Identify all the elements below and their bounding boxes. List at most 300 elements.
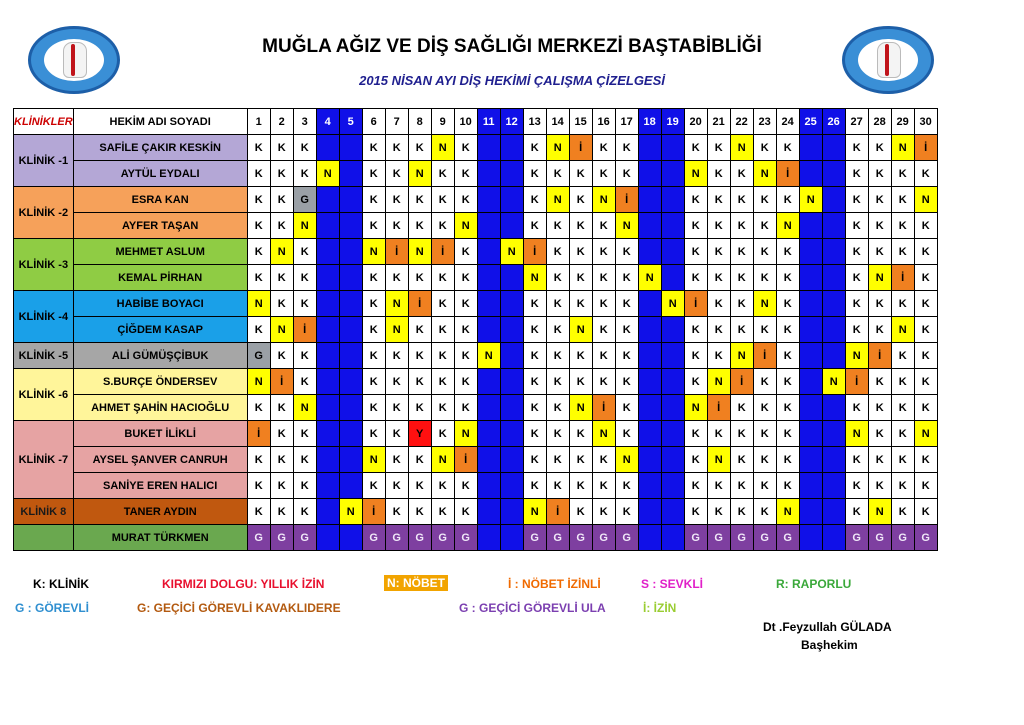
schedule-cell: K: [523, 473, 546, 499]
schedule-cell: [661, 395, 684, 421]
schedule-cell: [799, 161, 822, 187]
schedule-cell: K: [707, 473, 730, 499]
schedule-cell: [339, 187, 362, 213]
legend-yillik-izin: KIRMIZI DOLGU: YILLIK İZİN: [162, 577, 325, 591]
schedule-cell: G: [247, 525, 270, 551]
schedule-table: [13, 108, 938, 551]
schedule-cell: [339, 265, 362, 291]
schedule-cell: [477, 317, 500, 343]
doctor-name: MURAT TÜRKMEN: [73, 525, 247, 551]
schedule-cell: [661, 161, 684, 187]
schedule-cell: N: [523, 265, 546, 291]
schedule-cell: K: [845, 499, 868, 525]
schedule-cell: K: [270, 395, 293, 421]
schedule-cell: K: [592, 473, 615, 499]
schedule-cell: N: [914, 421, 937, 447]
schedule-cell: K: [753, 213, 776, 239]
day-header: 8: [408, 109, 431, 135]
schedule-cell: K: [707, 421, 730, 447]
schedule-cell: G: [293, 187, 316, 213]
schedule-cell: K: [684, 499, 707, 525]
schedule-cell: K: [454, 369, 477, 395]
schedule-cell: [822, 317, 845, 343]
schedule-cell: N: [868, 499, 891, 525]
schedule-cell: K: [523, 161, 546, 187]
schedule-cell: K: [293, 265, 316, 291]
schedule-cell: K: [914, 343, 937, 369]
legend: [0, 575, 1024, 725]
doctor-name: HABİBE BOYACI: [73, 291, 247, 317]
schedule-cell: [316, 239, 339, 265]
signature-name: Dt .Feyzullah GÜLADA: [763, 620, 892, 634]
schedule-cell: K: [592, 447, 615, 473]
schedule-cell: [477, 187, 500, 213]
schedule-cell: K: [684, 421, 707, 447]
schedule-cell: [477, 161, 500, 187]
schedule-cell: N: [385, 317, 408, 343]
schedule-cell: K: [845, 239, 868, 265]
schedule-cell: K: [523, 369, 546, 395]
schedule-cell: G: [914, 525, 937, 551]
schedule-cell: [799, 343, 822, 369]
day-header: 16: [592, 109, 615, 135]
schedule-cell: [799, 525, 822, 551]
schedule-cell: N: [293, 395, 316, 421]
page-subtitle: 2015 NİSAN AYI DİŞ HEKİMİ ÇALIŞMA ÇİZELGESİ: [359, 73, 665, 88]
day-header: 25: [799, 109, 822, 135]
schedule-cell: [500, 447, 523, 473]
schedule-cell: İ: [293, 317, 316, 343]
schedule-cell: [822, 395, 845, 421]
schedule-cell: K: [914, 395, 937, 421]
schedule-cell: K: [914, 239, 937, 265]
schedule-cell: K: [730, 161, 753, 187]
schedule-cell: K: [454, 135, 477, 161]
schedule-cell: K: [293, 499, 316, 525]
table-row: [14, 421, 938, 447]
schedule-cell: G: [546, 525, 569, 551]
schedule-cell: [661, 447, 684, 473]
schedule-cell: [822, 187, 845, 213]
schedule-cell: K: [362, 291, 385, 317]
schedule-cell: K: [707, 499, 730, 525]
schedule-cell: İ: [569, 135, 592, 161]
schedule-cell: [477, 499, 500, 525]
schedule-cell: K: [431, 161, 454, 187]
schedule-cell: [339, 421, 362, 447]
schedule-cell: G: [408, 525, 431, 551]
schedule-cell: K: [684, 317, 707, 343]
schedule-cell: K: [707, 317, 730, 343]
schedule-cell: [799, 213, 822, 239]
schedule-cell: K: [845, 213, 868, 239]
schedule-cell: N: [293, 213, 316, 239]
header-hekim-adi: HEKİM ADI SOYADI: [73, 109, 247, 135]
day-header: 7: [385, 109, 408, 135]
schedule-cell: G: [569, 525, 592, 551]
schedule-cell: [822, 239, 845, 265]
schedule-cell: K: [592, 291, 615, 317]
schedule-cell: K: [247, 473, 270, 499]
table-row: [14, 369, 938, 395]
doctor-name: SAFİLE ÇAKIR KESKİN: [73, 135, 247, 161]
schedule-cell: İ: [270, 369, 293, 395]
schedule-cell: K: [707, 161, 730, 187]
schedule-cell: İ: [891, 265, 914, 291]
schedule-cell: [822, 525, 845, 551]
schedule-cell: K: [707, 135, 730, 161]
schedule-cell: İ: [776, 161, 799, 187]
schedule-cell: K: [408, 135, 431, 161]
schedule-cell: [339, 369, 362, 395]
schedule-cell: K: [454, 161, 477, 187]
schedule-cell: K: [362, 395, 385, 421]
schedule-cell: K: [523, 343, 546, 369]
schedule-cell: K: [523, 317, 546, 343]
schedule-cell: K: [408, 395, 431, 421]
schedule-cell: K: [523, 447, 546, 473]
schedule-cell: K: [753, 473, 776, 499]
schedule-cell: K: [891, 343, 914, 369]
schedule-cell: K: [845, 317, 868, 343]
schedule-cell: K: [776, 447, 799, 473]
day-header: 29: [891, 109, 914, 135]
schedule-cell: K: [362, 213, 385, 239]
day-header: 2: [270, 109, 293, 135]
schedule-cell: K: [454, 343, 477, 369]
schedule-cell: K: [891, 187, 914, 213]
schedule-cell: K: [408, 447, 431, 473]
schedule-cell: K: [868, 473, 891, 499]
schedule-cell: [799, 499, 822, 525]
schedule-cell: K: [362, 421, 385, 447]
schedule-cell: İ: [707, 395, 730, 421]
schedule-cell: [799, 317, 822, 343]
schedule-cell: K: [592, 135, 615, 161]
schedule-cell: K: [868, 187, 891, 213]
schedule-cell: K: [753, 447, 776, 473]
day-header: 18: [638, 109, 661, 135]
legend-kavaklidere: G: GEÇİCİ GÖREVLİ KAVAKLIDERE: [137, 601, 341, 615]
schedule-cell: [500, 187, 523, 213]
schedule-cell: K: [684, 135, 707, 161]
schedule-cell: K: [293, 369, 316, 395]
table-row: [14, 447, 938, 473]
doctor-name: BUKET İLİKLİ: [73, 421, 247, 447]
schedule-cell: K: [615, 369, 638, 395]
schedule-cell: G: [776, 525, 799, 551]
schedule-cell: K: [891, 291, 914, 317]
schedule-cell: [638, 395, 661, 421]
schedule-cell: K: [845, 473, 868, 499]
schedule-cell: İ: [385, 239, 408, 265]
day-header: 10: [454, 109, 477, 135]
schedule-cell: [822, 499, 845, 525]
schedule-cell: K: [615, 265, 638, 291]
day-header: 13: [523, 109, 546, 135]
schedule-cell: K: [707, 213, 730, 239]
schedule-cell: K: [454, 317, 477, 343]
schedule-cell: K: [776, 135, 799, 161]
schedule-cell: K: [730, 421, 753, 447]
schedule-cell: K: [891, 213, 914, 239]
schedule-cell: K: [891, 473, 914, 499]
schedule-cell: K: [408, 213, 431, 239]
schedule-cell: [316, 265, 339, 291]
schedule-cell: [500, 291, 523, 317]
schedule-cell: [799, 291, 822, 317]
schedule-cell: [638, 135, 661, 161]
schedule-cell: K: [776, 265, 799, 291]
schedule-cell: N: [569, 317, 592, 343]
schedule-cell: K: [615, 291, 638, 317]
schedule-cell: [316, 369, 339, 395]
legend-sevkli: S : SEVKLİ: [641, 577, 704, 591]
schedule-cell: K: [615, 343, 638, 369]
schedule-cell: K: [270, 135, 293, 161]
schedule-cell: K: [753, 421, 776, 447]
schedule-cell: K: [546, 213, 569, 239]
schedule-cell: [822, 447, 845, 473]
schedule-cell: K: [569, 343, 592, 369]
schedule-cell: [316, 291, 339, 317]
schedule-cell: [638, 213, 661, 239]
day-header: 20: [684, 109, 707, 135]
schedule-cell: K: [592, 369, 615, 395]
schedule-cell: N: [385, 291, 408, 317]
schedule-cell: K: [776, 291, 799, 317]
schedule-cell: K: [845, 187, 868, 213]
schedule-cell: K: [569, 161, 592, 187]
schedule-cell: K: [454, 187, 477, 213]
schedule-cell: İ: [523, 239, 546, 265]
schedule-cell: K: [891, 369, 914, 395]
schedule-cell: G: [730, 525, 753, 551]
schedule-cell: K: [385, 447, 408, 473]
schedule-cell: [799, 473, 822, 499]
doctor-name: ALİ GÜMÜŞÇİBUK: [73, 343, 247, 369]
schedule-cell: İ: [845, 369, 868, 395]
schedule-cell: K: [914, 473, 937, 499]
klinik-group-label: KLİNİK 8: [14, 499, 74, 525]
schedule-cell: K: [270, 473, 293, 499]
schedule-cell: [661, 317, 684, 343]
schedule-cell: K: [523, 135, 546, 161]
schedule-cell: K: [546, 317, 569, 343]
schedule-cell: [500, 135, 523, 161]
schedule-cell: [822, 265, 845, 291]
schedule-cell: N: [845, 343, 868, 369]
schedule-cell: N: [431, 135, 454, 161]
schedule-cell: N: [684, 161, 707, 187]
table-row: [14, 135, 938, 161]
schedule-cell: K: [270, 447, 293, 473]
schedule-cell: [316, 447, 339, 473]
schedule-cell: K: [385, 473, 408, 499]
schedule-cell: [339, 239, 362, 265]
schedule-cell: K: [454, 473, 477, 499]
schedule-cell: K: [753, 265, 776, 291]
schedule-cell: [661, 499, 684, 525]
schedule-cell: K: [362, 161, 385, 187]
schedule-cell: G: [523, 525, 546, 551]
schedule-cell: K: [362, 343, 385, 369]
schedule-cell: [500, 317, 523, 343]
doctor-name: AYFER TAŞAN: [73, 213, 247, 239]
doctor-name: MEHMET ASLUM: [73, 239, 247, 265]
schedule-cell: K: [914, 161, 937, 187]
schedule-cell: K: [592, 343, 615, 369]
table-row: [14, 473, 938, 499]
doctor-name: S.BURÇE ÖNDERSEV: [73, 369, 247, 395]
schedule-cell: Y: [408, 421, 431, 447]
schedule-cell: K: [362, 265, 385, 291]
schedule-cell: K: [730, 395, 753, 421]
schedule-cell: K: [845, 135, 868, 161]
schedule-cell: K: [615, 499, 638, 525]
legend-izin: İ: İZİN: [643, 601, 677, 615]
schedule-cell: N: [454, 213, 477, 239]
schedule-cell: K: [730, 447, 753, 473]
schedule-cell: K: [270, 343, 293, 369]
schedule-cell: K: [684, 213, 707, 239]
schedule-cell: K: [454, 239, 477, 265]
schedule-cell: K: [753, 239, 776, 265]
schedule-cell: N: [615, 447, 638, 473]
schedule-cell: K: [684, 343, 707, 369]
schedule-cell: N: [339, 499, 362, 525]
schedule-cell: K: [730, 473, 753, 499]
schedule-cell: K: [776, 343, 799, 369]
schedule-cell: İ: [431, 239, 454, 265]
schedule-cell: K: [385, 135, 408, 161]
schedule-cell: [661, 187, 684, 213]
schedule-cell: K: [270, 161, 293, 187]
schedule-cell: [822, 343, 845, 369]
doctor-name: AYTÜL EYDALI: [73, 161, 247, 187]
schedule-cell: K: [431, 343, 454, 369]
doctor-name: ESRA KAN: [73, 187, 247, 213]
schedule-cell: K: [385, 265, 408, 291]
schedule-cell: K: [431, 369, 454, 395]
table-row: [14, 343, 938, 369]
schedule-cell: K: [431, 473, 454, 499]
schedule-cell: K: [730, 239, 753, 265]
schedule-cell: [799, 395, 822, 421]
schedule-cell: K: [431, 395, 454, 421]
day-header: 6: [362, 109, 385, 135]
schedule-cell: K: [546, 239, 569, 265]
schedule-cell: K: [569, 369, 592, 395]
schedule-cell: G: [753, 525, 776, 551]
schedule-cell: K: [431, 265, 454, 291]
schedule-cell: K: [914, 291, 937, 317]
page-title: MUĞLA AĞIZ VE DİŞ SAĞLIĞI MERKEZİ BAŞTABİBLİĞİ: [262, 36, 762, 57]
schedule-cell: [661, 473, 684, 499]
schedule-cell: K: [845, 291, 868, 317]
schedule-cell: K: [592, 499, 615, 525]
schedule-cell: [500, 499, 523, 525]
schedule-cell: K: [776, 317, 799, 343]
schedule-cell: [638, 473, 661, 499]
day-header: 28: [868, 109, 891, 135]
schedule-cell: [822, 421, 845, 447]
schedule-cell: [500, 213, 523, 239]
schedule-cell: [477, 369, 500, 395]
schedule-cell: K: [776, 187, 799, 213]
schedule-cell: K: [270, 213, 293, 239]
schedule-cell: K: [868, 213, 891, 239]
schedule-cell: K: [592, 265, 615, 291]
doctor-name: SANİYE EREN HALICI: [73, 473, 247, 499]
schedule-cell: K: [270, 499, 293, 525]
schedule-cell: K: [408, 473, 431, 499]
table-row: [14, 265, 938, 291]
schedule-cell: K: [615, 135, 638, 161]
schedule-cell: K: [569, 421, 592, 447]
day-header: 17: [615, 109, 638, 135]
schedule-cell: [316, 213, 339, 239]
schedule-cell: K: [408, 343, 431, 369]
day-header: 27: [845, 109, 868, 135]
schedule-cell: K: [684, 187, 707, 213]
schedule-cell: İ: [408, 291, 431, 317]
schedule-cell: K: [776, 421, 799, 447]
schedule-cell: N: [592, 421, 615, 447]
schedule-cell: K: [293, 135, 316, 161]
schedule-cell: K: [914, 317, 937, 343]
schedule-cell: N: [592, 187, 615, 213]
doctor-name: AHMET ŞAHİN HACIOĞLU: [73, 395, 247, 421]
schedule-cell: K: [431, 421, 454, 447]
schedule-cell: [799, 421, 822, 447]
schedule-cell: [339, 525, 362, 551]
schedule-cell: [661, 525, 684, 551]
schedule-cell: K: [569, 239, 592, 265]
schedule-cell: K: [868, 161, 891, 187]
day-header: 21: [707, 109, 730, 135]
schedule-cell: K: [684, 473, 707, 499]
schedule-cell: [500, 473, 523, 499]
schedule-cell: K: [592, 239, 615, 265]
table-row: [14, 499, 938, 525]
schedule-cell: K: [730, 187, 753, 213]
schedule-cell: İ: [730, 369, 753, 395]
schedule-cell: K: [845, 395, 868, 421]
schedule-cell: K: [615, 317, 638, 343]
schedule-cell: [316, 343, 339, 369]
schedule-cell: K: [247, 187, 270, 213]
schedule-cell: K: [592, 317, 615, 343]
schedule-cell: [661, 265, 684, 291]
schedule-cell: K: [707, 291, 730, 317]
schedule-cell: K: [914, 265, 937, 291]
doctor-name: KEMAL PİRHAN: [73, 265, 247, 291]
schedule-cell: [316, 187, 339, 213]
schedule-cell: [638, 317, 661, 343]
schedule-cell: N: [730, 135, 753, 161]
schedule-cell: K: [293, 343, 316, 369]
schedule-cell: K: [454, 395, 477, 421]
schedule-cell: K: [270, 291, 293, 317]
schedule-cell: N: [707, 369, 730, 395]
schedule-cell: K: [868, 421, 891, 447]
schedule-cell: İ: [247, 421, 270, 447]
schedule-cell: N: [684, 395, 707, 421]
schedule-cell: G: [247, 343, 270, 369]
schedule-cell: [799, 265, 822, 291]
schedule-cell: K: [569, 447, 592, 473]
